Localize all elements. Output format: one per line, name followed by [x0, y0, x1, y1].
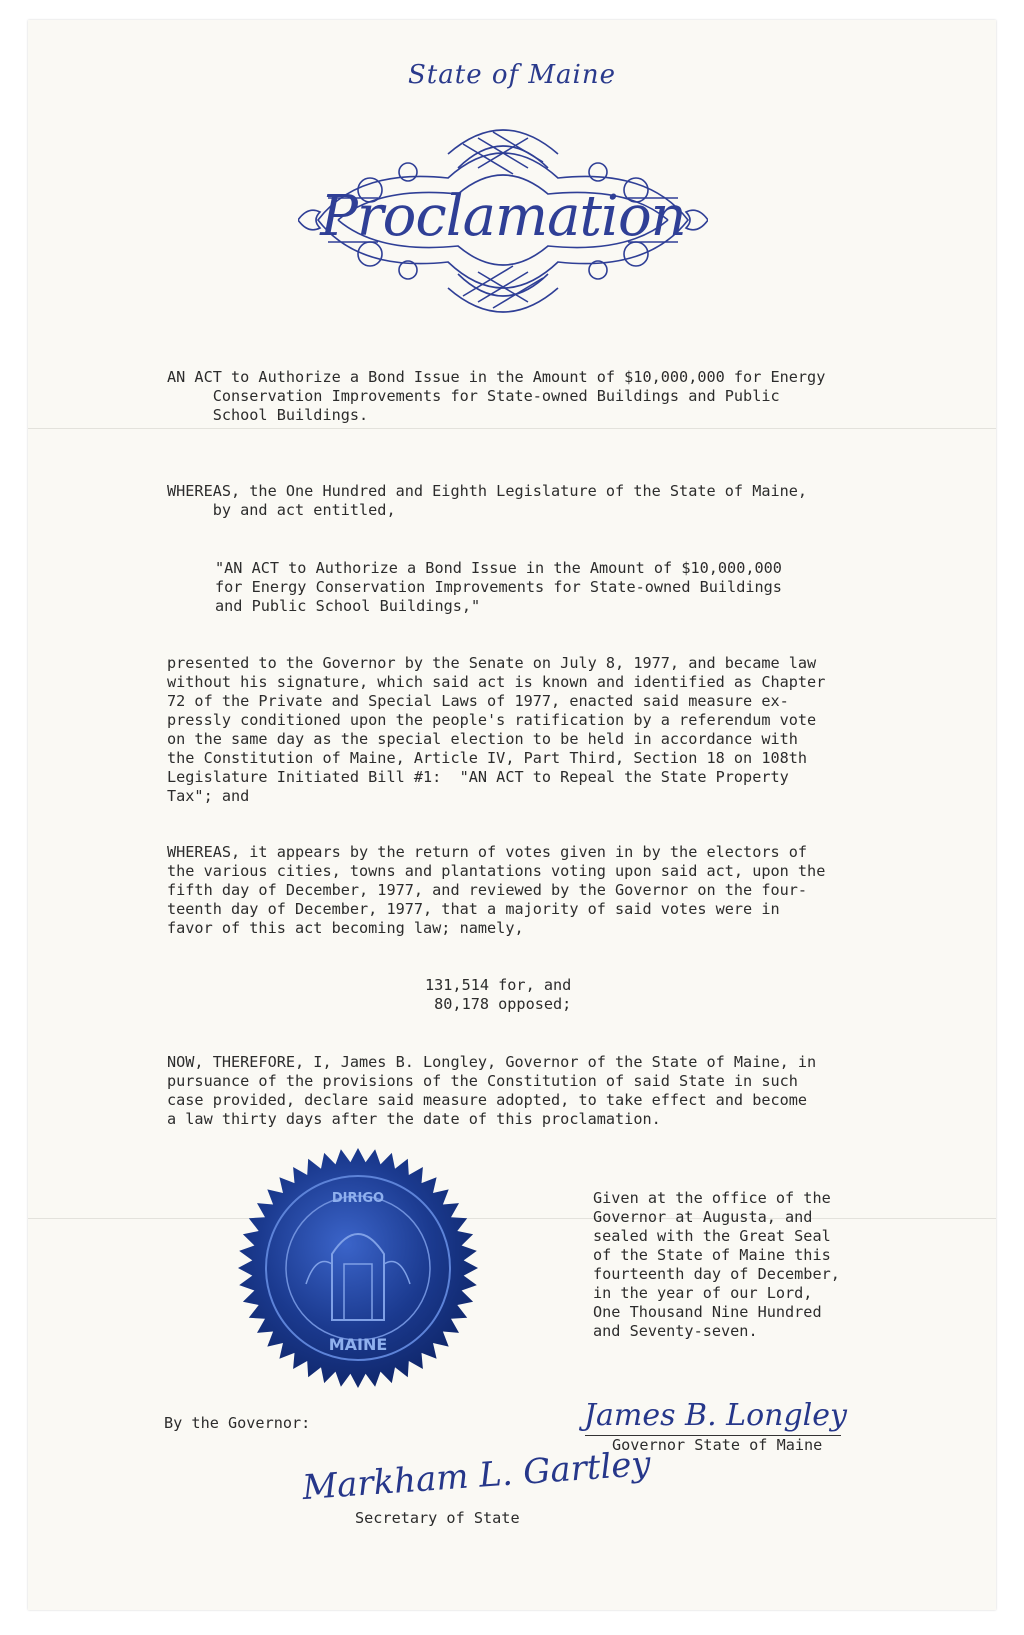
secretary-signature: Markham L. Gartley — [301, 1443, 652, 1509]
act-quote: "AN ACT to Authorize a Bond Issue in the Amount of $10,000,000 for Energy Conservation Improvements for State-owned Buildings and Public School Buildings," — [215, 559, 782, 615]
governor-signature: James B. Longley — [584, 1398, 847, 1433]
act-title: AN ACT to Authorize a Bond Issue in the Amount of $10,000,000 for Energy Conservation Improvements for State-owned Buildings and Public School Buildings. — [167, 368, 826, 424]
proclamation-title: Proclamation — [320, 184, 686, 249]
great-seal-icon — [236, 1144, 480, 1392]
state-heading: State of Maine — [408, 60, 616, 90]
governor-caption: Governor State of Maine — [612, 1436, 823, 1454]
seal-bottom-text: MAINE — [328, 1335, 388, 1354]
given-paragraph: Given at the office of the Governor at Augusta, and sealed with the Great Seal of the State of Maine this fourteenth day of December, in the year of our Lord, One Thousand Nine Hundred and Seventy-seven. — [593, 1189, 840, 1340]
whereas-legislature: WHEREAS, the One Hundred and Eighth Legislature of the State of Maine, by and act entitled, — [167, 482, 808, 519]
therefore-paragraph: NOW, THEREFORE, I, James B. Longley, Governor of the State of Maine, in pursuance of the provisions of the Constitution of said State in such case provided, declare said measure adopted, to take effect and become a law thirty days after the date of this proclamation. — [167, 1053, 817, 1128]
presented-paragraph: presented to the Governor by the Senate on July 8, 1977, and became law without his signature, which said act is known and identified as Chapter 72 of the Private and Special Laws of 1977, enacted said measure ex- pressly conditioned upon the people's ratification by a referendum vote on the same day as the special election to be held in accordance with the Constitution of Maine, Article IV, Part Third, Section 18 on 108th Legislature Initiated Bill #1: "AN ACT to Repeal the State Property Tax"; and — [167, 654, 826, 805]
fold-line-upper — [28, 428, 996, 429]
fold-line-lower — [28, 1218, 996, 1219]
secretary-caption: Secretary of State — [355, 1509, 520, 1527]
vote-tally: 131,514 for, and 80,178 opposed; — [425, 976, 572, 1013]
whereas-votes: WHEREAS, it appears by the return of votes given in by the electors of the various cities, towns and plantations voting upon said act, upon the fifth day of December, 1977, and reviewed by the Governor on the four- teenth day of December, 1977, that a majority of said votes were in favor of this act becoming law; namely, — [167, 843, 826, 937]
seal-top-text: DIRIGO — [331, 1191, 385, 1206]
by-the-governor-label: By the Governor: — [164, 1414, 311, 1432]
